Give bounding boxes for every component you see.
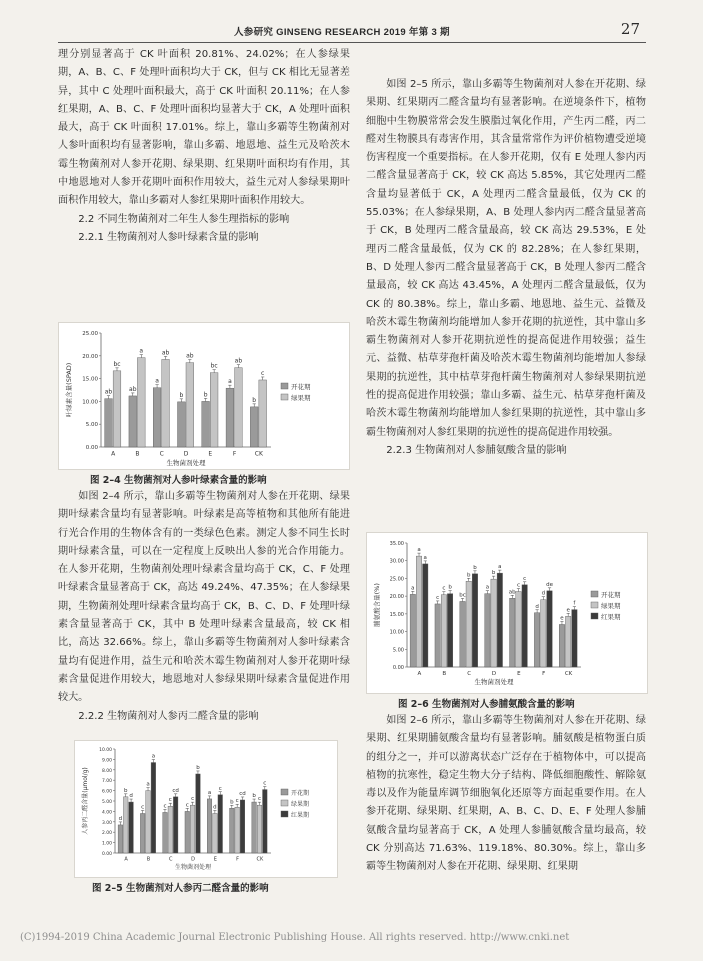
figure-2-6 [366,532,648,694]
significance-label: a [423,554,427,561]
bar-F-红果期 [240,800,245,853]
x-tick-label: D [191,856,195,863]
significance-label: ab [104,388,113,396]
bar-A-红果期 [423,564,428,667]
significance-label: c [516,582,520,589]
legend-swatch-绿果期 [591,602,598,608]
significance-label: e [560,615,564,622]
y-tick-label: 10.00 [389,629,404,636]
bar-C-红果期 [472,574,477,667]
significance-label: b [179,391,184,399]
bar-A-开花期 [410,594,415,667]
significance-label: cd [172,787,179,794]
significance-label: b [448,584,452,591]
legend-swatch-开花期 [281,383,288,389]
y-tick-label: 1.00 [101,841,112,847]
y-tick-label: 7.00 [101,779,112,785]
significance-label: c [442,585,446,592]
bar-C-开花期 [460,601,465,667]
legend-swatch-开花期 [591,591,598,597]
legend-label: 红果期 [601,613,621,621]
bar-A-绿果期 [113,371,121,447]
journal-title: 人参研究 GINSENG RESEARCH 2019 年第 3 期 [234,27,450,38]
left-paragraph-2: 如图 2–4 所示，靠山多霸等生物菌剂对人参在开花期、绿果期叶绿素含量均有显著影响。叶绿素是高等植物和其他所有能进行光合作用的生物体含有的一类绿色色素。测定人参不同生长时期叶绿素含量，可以在一定程度上反映出人参的光合作用能力。在人参开花期，生物菌剂处理叶绿素含量均高于 CK，C、F 处理叶绿素含量显著高于 CK，高达 49.24%、47.35%；在人参绿果期，生物菌剂处理叶绿素含量均高于 CK，B、C、D、F 处理叶绿素含量显著高于 CK，其中 B 处理叶绿素含量最高，较 CK 相比，高达 32.66%。综上，靠山多霸等生物菌剂对人参叶绿素含量均有促进作用，益生元和哈茨木霉生物菌剂对人参开花期叶绿素含量促进作用较大，地恩地对人参绿果期叶绿素含量促进作用较大。 [58,491,350,704]
bar-E-红果期 [218,795,223,853]
significance-label: ab [129,385,137,393]
significance-label: d [535,603,539,610]
legend-label: 开花期 [601,591,621,599]
y-tick-label: 8.00 [101,768,112,774]
bar-B-红果期 [447,594,452,667]
significance-label: de [546,581,553,588]
significance-label: a [146,781,150,788]
significance-label: a [151,753,156,760]
y-tick-label: 10.00 [99,748,112,753]
bar-B-绿果期 [137,358,145,447]
chart-fig24 [59,323,349,469]
significance-label: b [473,564,477,571]
bar-A-绿果期 [416,556,421,667]
x-tick-label: D [183,450,189,458]
significance-label: cd [239,790,246,797]
bar-C-绿果期 [168,806,173,853]
bar-B-绿果期 [441,595,446,667]
bar-E-开花期 [202,401,210,447]
significance-label: c [168,797,172,804]
section-heading-2-2-3: 2.2.3 生物菌剂对人参脯氨酸含量的影响 [386,444,567,456]
bar-CK-开花期 [252,802,257,853]
significance-label: ab [186,352,194,360]
significance-label: b [123,787,128,794]
x-tick-label: F [232,450,237,458]
x-tick-label: D [491,671,497,677]
y-tick-label: 4.00 [101,810,112,816]
section-heading-2-2-2: 2.2.2 生物菌剂对人参丙二醛含量的影响 [78,710,259,722]
y-tick-label: 15.00 [82,376,98,383]
bar-B-开花期 [129,396,137,447]
bar-F-绿果期 [235,368,243,447]
bar-D-开花期 [485,594,490,667]
section-heading-2-2: 2.2 不同生物菌剂对二年生人参生理指标的影响 [78,213,290,225]
legend-swatch-红果期 [281,811,288,817]
significance-label: bc [459,592,466,599]
legend-swatch-红果期 [591,613,598,619]
bar-CK-红果期 [572,610,577,667]
x-axis-label: 生物菌剂处理 [474,678,514,686]
y-tick-label: 6.00 [101,789,112,795]
x-tick-label: F [236,856,240,863]
left-column-middle [58,488,350,726]
figure-2-5 [74,740,338,878]
bar-F-绿果期 [235,807,240,853]
y-tick-label: 0.00 [392,665,404,671]
significance-label: a [155,377,159,385]
bar-D-绿果期 [491,579,496,667]
x-tick-label: B [146,856,151,863]
y-tick-label: 5.00 [85,422,98,429]
significance-label: bc [210,362,218,370]
bar-F-开花期 [226,388,234,447]
bar-E-开花期 [207,799,212,853]
bar-CK-红果期 [263,790,268,853]
bar-D-绿果期 [186,363,194,447]
x-axis-label: 生物菌剂处理 [166,459,206,467]
bar-E-绿果期 [516,592,521,667]
bar-A-红果期 [129,802,134,853]
bar-CK-开花期 [250,407,258,447]
y-tick-label: 2.00 [101,831,112,837]
bar-C-绿果期 [466,581,471,667]
x-tick-label: A [417,671,422,677]
figure-2-6-caption: 图 2–6 生物菌剂对人参脯氨酸含量的影响 [398,699,575,710]
legend-label: 绿果期 [291,801,310,808]
right-column-bottom [366,712,646,877]
bar-CK-绿果期 [259,380,267,447]
legend-label: 红果期 [291,812,310,819]
bar-D-红果期 [497,573,502,667]
bar-B-开花期 [140,813,145,853]
legend-swatch-绿果期 [281,394,288,400]
significance-label: c [141,804,145,811]
significance-label: b [252,396,257,404]
x-tick-label: CK [256,856,264,863]
legend-label: 绿果期 [601,602,621,610]
significance-label: c [235,798,239,805]
figure-2-4-caption: 图 2–4 生物菌剂对人参叶绿素含量的影响 [90,475,267,486]
x-tick-label: C [168,856,173,863]
significance-label: a [139,347,144,355]
significance-label: c [436,594,440,601]
significance-label: c [185,802,189,809]
bar-B-绿果期 [146,791,151,853]
legend-label: 开花期 [291,383,311,391]
x-tick-label: F [542,671,546,677]
significance-label: b [230,799,234,806]
copyright-footer: (C)1994-2019 China Academic Journal Electronic Publishing House. All rights reserved. http://www.cnki.net [20,932,570,943]
x-tick-label: A [124,856,128,863]
significance-label: a [228,378,232,386]
x-tick-label: A [111,450,116,458]
y-tick-label: 20.00 [82,353,98,360]
significance-label: ab [234,357,243,365]
chart-fig26 [367,533,647,693]
y-tick-label: 9.00 [101,758,112,764]
significance-label: d [118,815,123,822]
y-tick-label: 0.00 [101,852,112,857]
x-tick-label: E [517,671,521,677]
bar-F-开花期 [230,808,235,853]
bar-E-绿果期 [213,813,218,853]
header-rule [58,42,646,43]
bar-CK-绿果期 [257,805,262,853]
bar-A-开花期 [118,825,123,853]
left-column-top [58,46,350,247]
right-paragraph-1: 如图 2–5 所示，靠山多霸等生物菌剂对人参在开花期、绿果期、红果期丙二醛含量均有显著影响。在逆境条件下，植物细胞中生物膜常常会发生膜脂过氧化作用，产生丙二醛，丙二醛对生物膜具有毒害作用，其含量常常作为评价植物遭受逆境伤害程度一个重要指标。在人参开花期，仅有 E 处理人参内丙二醛含量显著高于 CK，较 CK 高达 5.85%，其它处理丙二醛含量均显著低于 CK，A 处理丙二醛含量最低，仅为 CK 的 55.03%；在人参绿果期，A、B 处理人参内丙二醛含量显著高于 CK，B 处理丙二醛含量最高，较 CK 高达 29.53%，E 处理丙二醛含量最低，仅为 CK 的 82.28%；在人参红果期，B、D 处理人参丙二醛含量显著高于 CK，B 处理人参丙二醛含量最高，较 CK 高达 43.45%，A 处理丙二醛含量最低，仅为 CK 的 80.38%。综上，靠山多霸、地恩地、益生元、益微及哈茨木霉生物菌剂均能增加人参开花期的抗逆性，其中靠山多霸生物菌剂对人参开花期抗逆性的提高促进作用较强；益生元、益微、枯草芽孢杆菌及哈茨木霉生物菌剂均能增加人参绿果期的抗逆性，其中枯草芽孢杆菌生物菌剂对人参绿果期抗逆性的提高促进作用较强；靠山多霸、益生元、枯草芽孢杆菌及哈茨木霉生物菌剂均能增加人参红果期的抗逆性，其中靠山多霸生物菌剂对人参红果期的抗逆性的提高促进作用较强。 [366,79,646,438]
y-tick-label: 0.00 [85,445,98,451]
significance-label: ab [161,349,170,357]
significance-label: d [541,590,546,597]
bar-C-红果期 [173,797,178,853]
y-axis-label: 叶绿素含量(SPAD) [65,362,73,418]
bar-A-开花期 [105,399,113,447]
x-tick-label: E [208,450,213,458]
x-tick-label: CK [254,450,263,458]
significance-label: c [191,796,195,803]
significance-label: c [257,796,261,803]
significance-label: b [196,764,200,771]
significance-label: f [573,600,576,607]
bar-F-开花期 [534,613,539,667]
bar-D-开花期 [185,811,190,853]
significance-label: c [523,575,527,582]
significance-label: c [261,369,265,377]
bar-C-绿果期 [162,359,170,447]
significance-label: bc [113,360,121,368]
bar-F-绿果期 [541,600,546,667]
y-axis-label: 脯氨酸含量(%) [373,583,381,627]
bar-F-红果期 [547,591,552,667]
significance-label: b [252,793,256,800]
legend-label: 绿果期 [291,394,311,402]
left-paragraph-1: 理分别显著高于 CK 叶面积 20.81%、24.02%；在人参绿果期，A、B、C、F 处理叶面积均大于 CK，但与 CK 相比无显著差异，其中 C 处理叶面积最大，高于 CK 叶面积 20.11%；在人参红果期，A、B、C、F 处理叶面积均显著大于 CK，A 处理叶面积最大，高于 CK 叶面积 17.01%。综上，靠山多霸等生物菌剂对人参叶面积均有显著影响，靠山多霸、地恩地、益生元及哈茨木霉生物菌剂对人参开花期、绿果期、红果期叶面积均有作用，其中地恩地对人参开花期叶面积作用较大，益生元对人参绿果期叶面积作用较大，靠山多霸对人参红果期叶面积作用较大。 [58,49,350,207]
page-number: 27 [620,20,640,38]
x-axis-label: 生物菌剂处理 [174,864,212,871]
y-tick-label: 5.00 [101,800,112,805]
significance-label: c [263,780,267,787]
chart-fig25 [75,741,337,877]
significance-label: c [218,785,222,792]
legend-swatch-绿果期 [281,800,288,806]
figure-2-5-caption: 图 2–5 生物菌剂对人参丙二醛含量的影响 [92,883,269,894]
bar-E-红果期 [522,585,527,667]
significance-label: b [466,572,471,579]
significance-label: ab [508,589,516,596]
significance-label: a [207,789,212,796]
legend-label: 开花期 [291,790,310,797]
bar-CK-开花期 [559,624,564,667]
bar-E-开花期 [510,598,515,667]
significance-label: b [491,570,496,577]
right-column-top [366,76,646,460]
significance-label: b [203,391,208,399]
bar-B-开花期 [435,604,440,667]
significance-label: d [129,793,133,800]
x-tick-label: B [135,450,140,458]
significance-label: a [498,564,502,571]
figure-2-4 [58,322,350,470]
bar-D-红果期 [196,774,201,853]
x-tick-label: C [159,450,164,458]
bar-D-开花期 [178,402,186,447]
y-tick-label: 10.00 [82,399,98,406]
x-tick-label: CK [564,671,573,677]
significance-label: a [411,585,415,592]
significance-label: a [417,547,421,554]
bar-C-开花期 [163,812,168,853]
section-heading-2-2-1: 2.2.1 生物菌剂对人参叶绿素含量的影响 [78,231,259,243]
bar-C-开花期 [153,388,161,447]
y-tick-label: 5.00 [392,647,404,654]
y-axis-label: 人参丙二醛含量(μmol/g) [82,767,89,835]
y-tick-label: 30.00 [389,558,404,565]
significance-label: e [566,607,570,614]
right-paragraph-2: 如图 2–6 所示，靠山多霸等生物菌剂对人参在开花期、绿果期、红果期脯氨酸含量均有显著影响。脯氨酸是植物蛋白质的组分之一，并可以游离状态广泛存在于植物体中，可以提高植物的抗寒性，稳定生物大分子结构、降低细胞酸性、解除氨毒以及作为能量库调节细胞氧化还原等方面起重要作用。在人参开花期、绿果期、红果期，A、B、C、D、E、F 处理人参脯氨酸含量均显著高于 CK，A 处理人参脯氨酸含量均最高，较 CK 分别高达 71.63%、119.18%、80.30%。综上，靠山多霸等生物菌剂对人参在开花期、绿果期、红果期 [366,715,646,873]
y-tick-label: 15.00 [389,611,404,618]
legend-swatch-开花期 [281,789,288,795]
significance-label: d [213,804,217,811]
bar-D-绿果期 [190,805,195,853]
significance-label: a [485,584,490,591]
running-header [58,16,646,38]
x-tick-label: B [442,671,447,677]
x-tick-label: E [213,856,217,863]
bar-A-绿果期 [123,797,128,853]
y-tick-label: 20.00 [389,594,404,601]
bar-E-绿果期 [210,373,218,447]
y-tick-label: 35.00 [389,541,404,547]
y-tick-label: 25.00 [389,576,404,583]
x-tick-label: C [467,671,472,677]
y-tick-label: 3.00 [101,820,112,826]
significance-label: c [163,803,167,810]
bar-CK-绿果期 [565,616,570,667]
y-tick-label: 25.00 [82,331,98,337]
bar-B-红果期 [151,763,156,853]
